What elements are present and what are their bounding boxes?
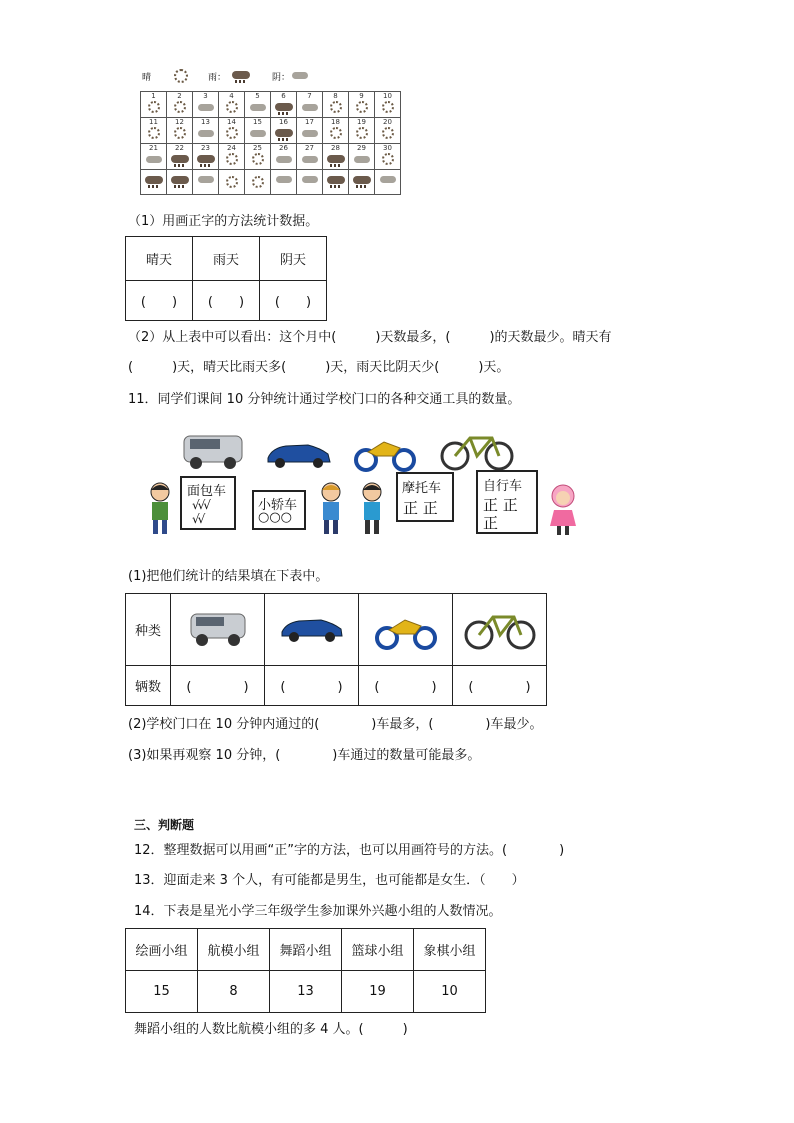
- weather-calendar: [140, 91, 401, 195]
- calendar-day-cell: [349, 170, 375, 195]
- sun-icon: [330, 101, 342, 113]
- cloud-icon: [198, 104, 214, 111]
- interest-group-table: [125, 928, 486, 1013]
- sun-icon: [356, 127, 368, 139]
- rain-cloud-icon: [327, 155, 345, 163]
- calendar-day-cell: [349, 144, 375, 170]
- day-number: 20: [383, 118, 392, 126]
- rain-cloud-icon: [145, 176, 163, 184]
- legend-cloudy-label: 阴：: [272, 73, 291, 83]
- bubble-van: [180, 476, 236, 530]
- weather-tally-table: [125, 236, 327, 321]
- bubble-car-marks: ○○○: [258, 510, 293, 525]
- group-name: 象棋小组: [414, 929, 486, 971]
- calendar-day-cell: [193, 92, 219, 118]
- count-car-blank[interactable]: ( ): [265, 666, 359, 706]
- calendar-day-cell: [141, 170, 167, 195]
- kind-van-cell: [171, 594, 265, 666]
- sun-icon: [356, 101, 368, 113]
- sun-icon: [148, 101, 160, 113]
- day-number: 21: [149, 144, 158, 152]
- day-number: 6: [281, 92, 286, 100]
- calendar-day-cell: [375, 170, 401, 195]
- calendar-day-cell: [271, 144, 297, 170]
- group-count: 13: [270, 971, 342, 1013]
- calendar-day-cell: [323, 144, 349, 170]
- group-count: 19: [342, 971, 414, 1013]
- group-count: 15: [126, 971, 198, 1013]
- bicycle-image: [464, 606, 536, 650]
- rain-cloud-icon: [327, 176, 345, 184]
- calendar-day-cell: [271, 170, 297, 195]
- sun-icon: [330, 127, 342, 139]
- rain-cloud-icon: [197, 155, 215, 163]
- day-number: 29: [357, 144, 366, 152]
- bubble-bicycle-marks-2: 正: [483, 514, 499, 532]
- bubble-motorcycle-label: 摩托车: [402, 481, 442, 496]
- day-number: 17: [305, 118, 314, 126]
- day-number: 12: [175, 118, 184, 126]
- q11-part2: (2)学校门口在 10 分钟内通过的( )车最多，( )车最少。: [128, 717, 543, 732]
- q14-text: 14．下表是星光小学三年级学生参加课外兴趣小组的人数情况。: [134, 904, 502, 919]
- van-image: [187, 608, 249, 648]
- sun-icon: [226, 176, 238, 188]
- day-number: 7: [307, 92, 312, 100]
- calendar-day-cell: [297, 92, 323, 118]
- bubble-motorcycle-marks: 正 正: [403, 499, 438, 517]
- calendar-day-cell: [141, 92, 167, 118]
- calendar-day-cell: [349, 92, 375, 118]
- group-name: 篮球小组: [342, 929, 414, 971]
- cloud-icon: [250, 130, 266, 137]
- rain-cloud-icon: [275, 129, 293, 137]
- count-motorcycle-blank[interactable]: ( ): [359, 666, 453, 706]
- cloud-icon: [276, 156, 292, 163]
- blank-cloudy[interactable]: ( ): [260, 281, 327, 321]
- calendar-day-cell: [375, 118, 401, 144]
- group-name: 舞蹈小组: [270, 929, 342, 971]
- calendar-day-cell: [167, 92, 193, 118]
- motorcycle-image: [375, 606, 437, 650]
- header-sunny: 晴天: [126, 237, 193, 281]
- bicycle-image: [440, 426, 514, 472]
- calendar-day-cell: [193, 170, 219, 195]
- q14-statement: 舞蹈小组的人数比航模小组的多 4 人。( ): [134, 1022, 408, 1037]
- calendar-day-cell: [375, 92, 401, 118]
- cloud-icon: [302, 176, 318, 183]
- day-number: 5: [255, 92, 260, 100]
- rain-cloud-icon: [353, 176, 371, 184]
- sun-icon: [174, 69, 188, 83]
- girl-image: [546, 484, 580, 536]
- calendar-day-cell: [297, 144, 323, 170]
- day-number: 23: [201, 144, 210, 152]
- calendar-day-cell: [323, 118, 349, 144]
- day-number: 8: [333, 92, 338, 100]
- calendar-day-cell: [297, 170, 323, 195]
- calendar-day-cell: [271, 92, 297, 118]
- count-bicycle-blank[interactable]: ( ): [453, 666, 547, 706]
- calendar-day-cell: [245, 144, 271, 170]
- bubble-bicycle-marks: 正 正: [483, 496, 518, 514]
- day-number: 18: [331, 118, 340, 126]
- day-number: 15: [253, 118, 262, 126]
- header-rainy: 雨天: [193, 237, 260, 281]
- sun-icon: [148, 127, 160, 139]
- q13-text: 13．迎面走来 3 个人，有可能都是男生，也可能都是女生．（ ）: [134, 873, 525, 888]
- q10-part2-line1: （2）从上表中可以看出：这个月中( )天数最多，( )的天数最少。晴天有: [128, 330, 612, 345]
- group-name: 航模小组: [198, 929, 270, 971]
- kind-car-cell: [265, 594, 359, 666]
- day-number: 25: [253, 144, 262, 152]
- calendar-day-cell: [193, 144, 219, 170]
- q11-part1: (1)把他们统计的结果填在下表中。: [128, 569, 329, 584]
- cloud-icon: [302, 156, 318, 163]
- day-number: 26: [279, 144, 288, 152]
- day-number: 24: [227, 144, 236, 152]
- calendar-day-cell: [167, 118, 193, 144]
- calendar-day-cell: [271, 118, 297, 144]
- group-name: 绘画小组: [126, 929, 198, 971]
- van-image: [180, 428, 246, 472]
- sun-icon: [226, 101, 238, 113]
- day-number: 14: [227, 118, 236, 126]
- calendar-day-cell: [349, 118, 375, 144]
- sun-icon: [382, 153, 394, 165]
- kind-header: 种类: [126, 594, 171, 666]
- day-number: 16: [279, 118, 288, 126]
- count-header: 辆数: [126, 666, 171, 706]
- bubble-bicycle-label: 自行车: [483, 479, 523, 494]
- sun-icon: [252, 176, 264, 188]
- day-number: 28: [331, 144, 340, 152]
- calendar-day-cell: [167, 170, 193, 195]
- sun-icon: [174, 127, 186, 139]
- blank-rainy[interactable]: ( ): [193, 281, 260, 321]
- sun-icon: [226, 127, 238, 139]
- day-number: 22: [175, 144, 184, 152]
- day-number: 2: [177, 92, 182, 100]
- calendar-day-cell: [245, 118, 271, 144]
- car-image: [264, 436, 334, 470]
- sun-icon: [174, 101, 186, 113]
- group-count: 8: [198, 971, 270, 1013]
- kind-bicycle-cell: [453, 594, 547, 666]
- sun-icon: [252, 153, 264, 165]
- bubble-van-label: 面包车: [187, 484, 227, 499]
- calendar-day-cell: [245, 170, 271, 195]
- cloud-icon: [302, 130, 318, 137]
- boy-2-image: [316, 482, 346, 536]
- calendar-day-cell: [245, 92, 271, 118]
- calendar-day-cell: [219, 144, 245, 170]
- day-number: 4: [229, 92, 234, 100]
- calendar-day-cell: [323, 92, 349, 118]
- calendar-day-cell: [375, 144, 401, 170]
- rain-cloud-icon: [275, 103, 293, 111]
- bubble-bicycle: [476, 470, 538, 534]
- boy-3-image: [358, 482, 386, 536]
- cloud-icon: [250, 104, 266, 111]
- bubble-car-label: 小轿车: [258, 498, 298, 513]
- calendar-day-cell: [141, 118, 167, 144]
- legend-rainy-label: 雨：: [208, 73, 227, 83]
- cloud-icon: [302, 104, 318, 111]
- day-number: 30: [383, 144, 392, 152]
- kind-motorcycle-cell: [359, 594, 453, 666]
- bubble-van-marks: √√√: [192, 498, 209, 512]
- vehicle-count-table: [125, 593, 547, 706]
- car-image: [279, 612, 345, 644]
- section-3-heading: 三、判断题: [134, 818, 195, 832]
- bubble-motorcycle: [396, 472, 454, 522]
- day-number: 10: [383, 92, 392, 100]
- cloud-icon: [198, 176, 214, 183]
- cloud-icon: [380, 176, 396, 183]
- calendar-day-cell: [219, 170, 245, 195]
- day-number: 3: [203, 92, 208, 100]
- day-number: 13: [201, 118, 210, 126]
- cloud-icon: [354, 156, 370, 163]
- cloud-icon: [146, 156, 162, 163]
- day-number: 27: [305, 144, 314, 152]
- bubble-car: [252, 490, 306, 530]
- q11-part3: (3)如果再观察 10 分钟，( )车通过的数量可能最多。: [128, 748, 481, 763]
- day-number: 19: [357, 118, 366, 126]
- q11-title: 11．同学们课间 10 分钟统计通过学校门口的各种交通工具的数量。: [128, 392, 521, 407]
- calendar-day-cell: [141, 144, 167, 170]
- q12-text: 12．整理数据可以用画“正”字的方法，也可以用画符号的方法。( ): [134, 843, 565, 858]
- cloud-icon: [198, 130, 214, 137]
- header-cloudy: 阴天: [260, 237, 327, 281]
- q10-part2-line2: ( )天，晴天比雨天多( )天，雨天比阴天少( )天。: [128, 360, 510, 375]
- day-number: 11: [149, 118, 158, 126]
- calendar-day-cell: [219, 118, 245, 144]
- cloud-icon: [276, 176, 292, 183]
- rain-cloud-icon: [171, 176, 189, 184]
- group-count: 10: [414, 971, 486, 1013]
- rain-cloud-icon: [232, 71, 250, 79]
- weather-legend: [140, 66, 420, 86]
- legend-sunny-label: 晴: [142, 73, 152, 83]
- calendar-day-cell: [193, 118, 219, 144]
- calendar-day-cell: [323, 170, 349, 195]
- sun-icon: [382, 101, 394, 113]
- calendar-day-cell: [219, 92, 245, 118]
- calendar-day-cell: [297, 118, 323, 144]
- sun-icon: [382, 127, 394, 139]
- blank-sunny[interactable]: ( ): [126, 281, 193, 321]
- boy-1-image: [146, 482, 174, 536]
- motorcycle-image: [354, 428, 416, 472]
- q10-part1: （1）用画正字的方法统计数据。: [128, 214, 319, 229]
- cloud-icon: [292, 72, 308, 79]
- sun-icon: [226, 153, 238, 165]
- day-number: 9: [359, 92, 364, 100]
- calendar-day-cell: [167, 144, 193, 170]
- day-number: 1: [151, 92, 156, 100]
- bubble-van-marks-2: √√: [192, 512, 204, 526]
- count-van-blank[interactable]: ( ): [171, 666, 265, 706]
- rain-cloud-icon: [171, 155, 189, 163]
